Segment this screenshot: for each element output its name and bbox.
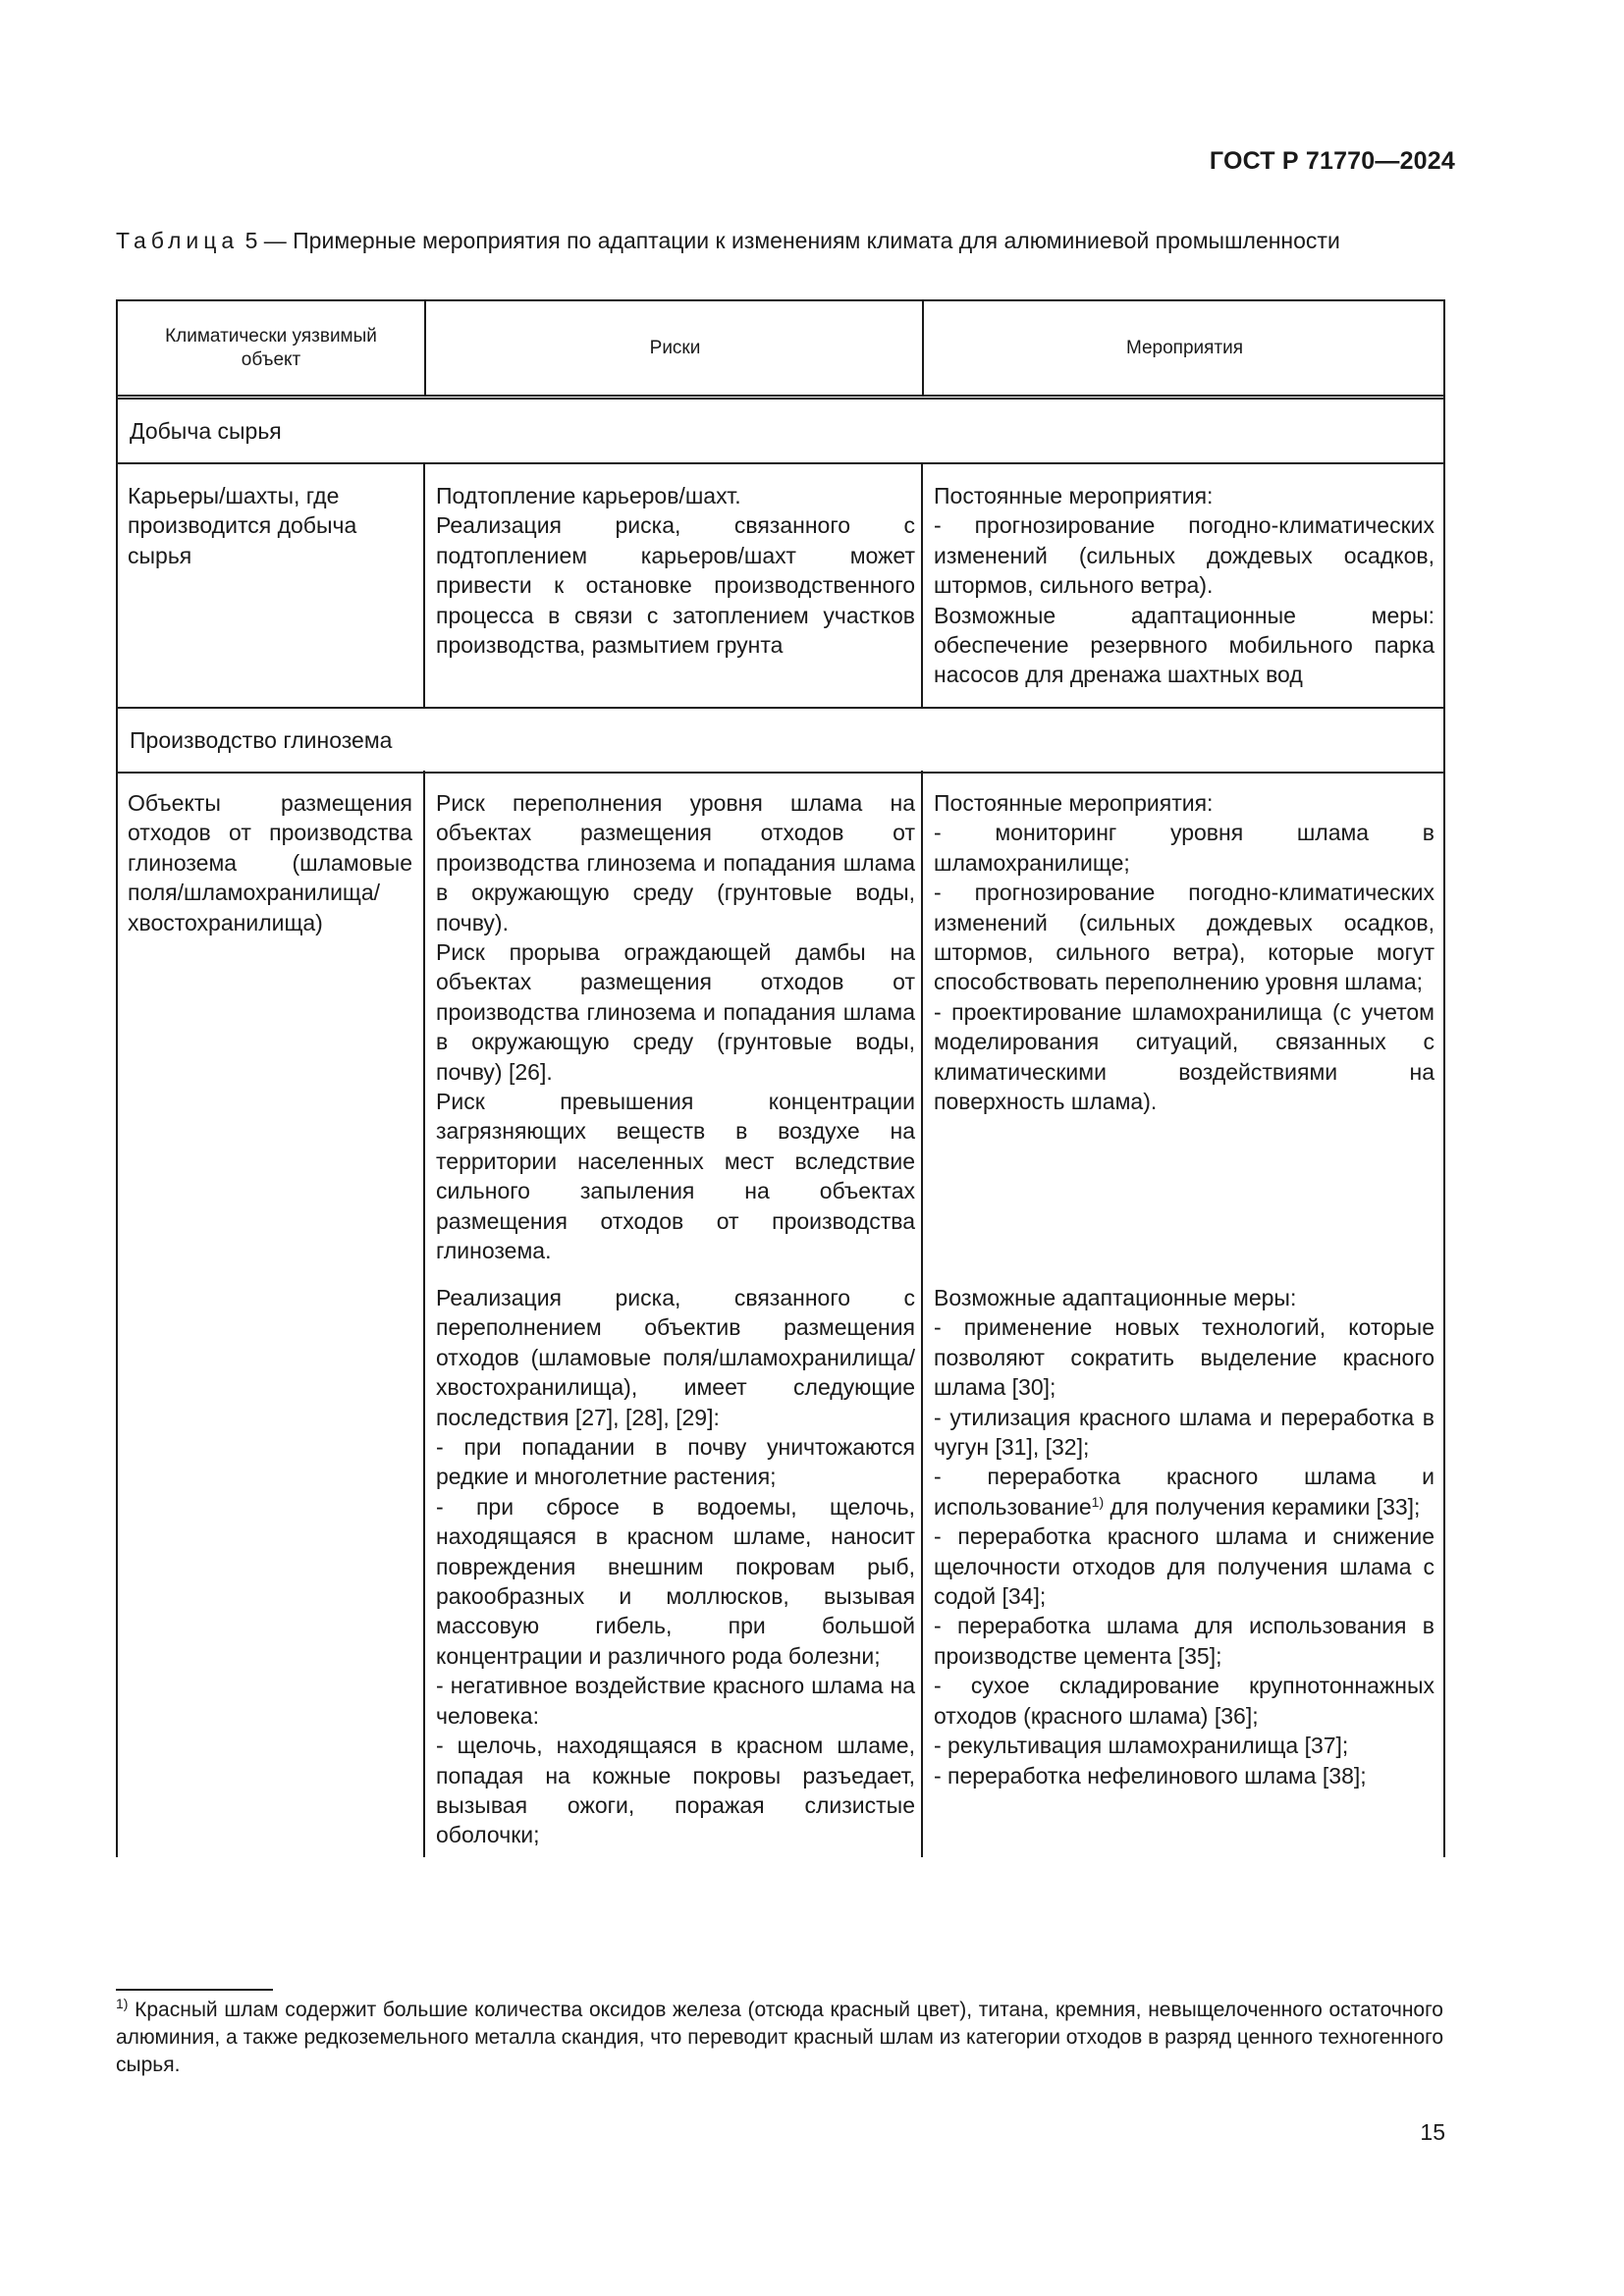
column-divider bbox=[921, 771, 923, 1857]
section-title: Производство глинозема bbox=[130, 727, 393, 753]
section-row-alumina bbox=[118, 707, 1443, 774]
risks-cell-waste-sites-1: Риск переполнения уровня шлама на объектах размещения отходов от производства глинозема и попадания шлама в окружающую среду (грунтовые воды, почву). Риск прорыва ограждающей дамбы на объектах размещения отходов от производства глинозема и попадания шлама в окружающую среду (грунтовые воды, почву) [26]. Риск превышения концентрации загрязняющих веществ в воздухе на территории населенных мест вследствие сильного запыления на объектах размещения отходов от производства глинозема. bbox=[436, 790, 915, 1264]
column-header-object: Климатически уязвимый объект bbox=[165, 325, 377, 370]
column-header-risks: Риски bbox=[424, 301, 924, 395]
object-cell-waste-sites: Объекты размещения отходов от производства глинозема (шламовые поля/шламохранилища/хвостохранилища) bbox=[128, 790, 412, 935]
table-header bbox=[118, 301, 1443, 400]
column-header-measures: Мероприятия bbox=[922, 301, 1445, 395]
risks-cell-quarries: Подтопление карьеров/шахт. Реализация риска, связанного с подтоплением карьеров/шахт может привести к остановке производственного процесса в связи с затоплением участков производства, размытием грунта bbox=[436, 483, 915, 659]
table-caption-lead: Таблица bbox=[116, 228, 240, 253]
object-cell-quarries: Карьеры/шахты, где производится добыча сырья bbox=[128, 483, 357, 568]
document-code: ГОСТ Р 71770—2024 bbox=[1209, 147, 1455, 175]
table-caption-text: 5 — Примерные мероприятия по адаптации к изменениям климата для алюминиевой промышленности bbox=[239, 228, 1340, 253]
table-caption bbox=[116, 226, 1443, 256]
section-row-raw-materials bbox=[118, 400, 1443, 464]
section-title: Добыча сырья bbox=[130, 418, 282, 444]
footnote-rule bbox=[116, 1989, 273, 1991]
risks-cell-waste-sites-2: Реализация риска, связанного с переполнением объектив размещения отходов (шламовые поля/шламохранилища/хвостохранилища), имеет следующие последствия [27], [28], [29]: - при попадании в почву уничтожаются редкие и многолетние растения; - при сбросе в водоемы, щелочь, находящаяся в красном шламе, наносит повреждения внешним покровам рыб, ракообразных и моллюсков, вызывая массовую гибель, при большой концентрации и различного рода болезни; - негативное воздействие красного шлама на человека: - щелочь, находящаяся в красном шламе, попадая на кожные покровы разъедает, вызывая ожоги, поражая слизистые оболочки; bbox=[436, 1285, 915, 1848]
measures-cell-waste-sites-2: Возможные адаптационные меры: - применение новых технологий, которые позволяют сократить выделение красного шлама [30]; - утилизация красного шлама и переработка в чугун [31], [32]; - переработка красного шлама и использование$^{1)}$ для получения керамики [33]; - переработка красного шлама и снижение щелочности отходов для получения шлама с содой [34]; - переработка шлама для использования в производстве цемента [35]; - сухое складирование крупнотоннажных отходов (красного шлама) [36]; - рекультивация шламохранилища [37]; - переработка нефелинового шлама [38]; bbox=[934, 1285, 1435, 1789]
column-divider bbox=[921, 463, 923, 709]
column-divider bbox=[423, 771, 425, 1857]
page-number: 15 bbox=[1420, 2119, 1445, 2145]
footnote-ref: 1) bbox=[1091, 1493, 1105, 1510]
column-divider bbox=[423, 463, 425, 709]
measures-cell-quarries: Постоянные мероприятия: - прогнозирование погодно-климатических изменений (сильных дождевых осадков, штормов, сильного ветра). Возможные адаптационные меры: обеспечение резервного мобильного парка насосов для дренажа шахтных вод bbox=[934, 483, 1435, 688]
adaptation-table bbox=[116, 299, 1445, 1857]
footnote: $^{1)}$ Красный шлам содержит большие количества оксидов железа (отсюда красный цвет), титана, кремния, невыщелоченного остаточного алюминия, а также редкоземельного металла скандия, что переводит красный шлам из категории отходов в разряд ценного техногенного сырья. bbox=[116, 1996, 1443, 2076]
measures-cell-waste-sites-1: Постоянные мероприятия: - мониторинг уровня шлама в шламохранилище; - прогнозирование погодно-климатических изменений (сильных дождевых осадков, штормов, сильного ветра), которые могут способствовать переполнению уровня шлама; - проектирование шламохранилища (с учетом моделирования ситуаций, связанных с климатическими воздействиями на поверхность шлама). bbox=[934, 790, 1435, 1115]
